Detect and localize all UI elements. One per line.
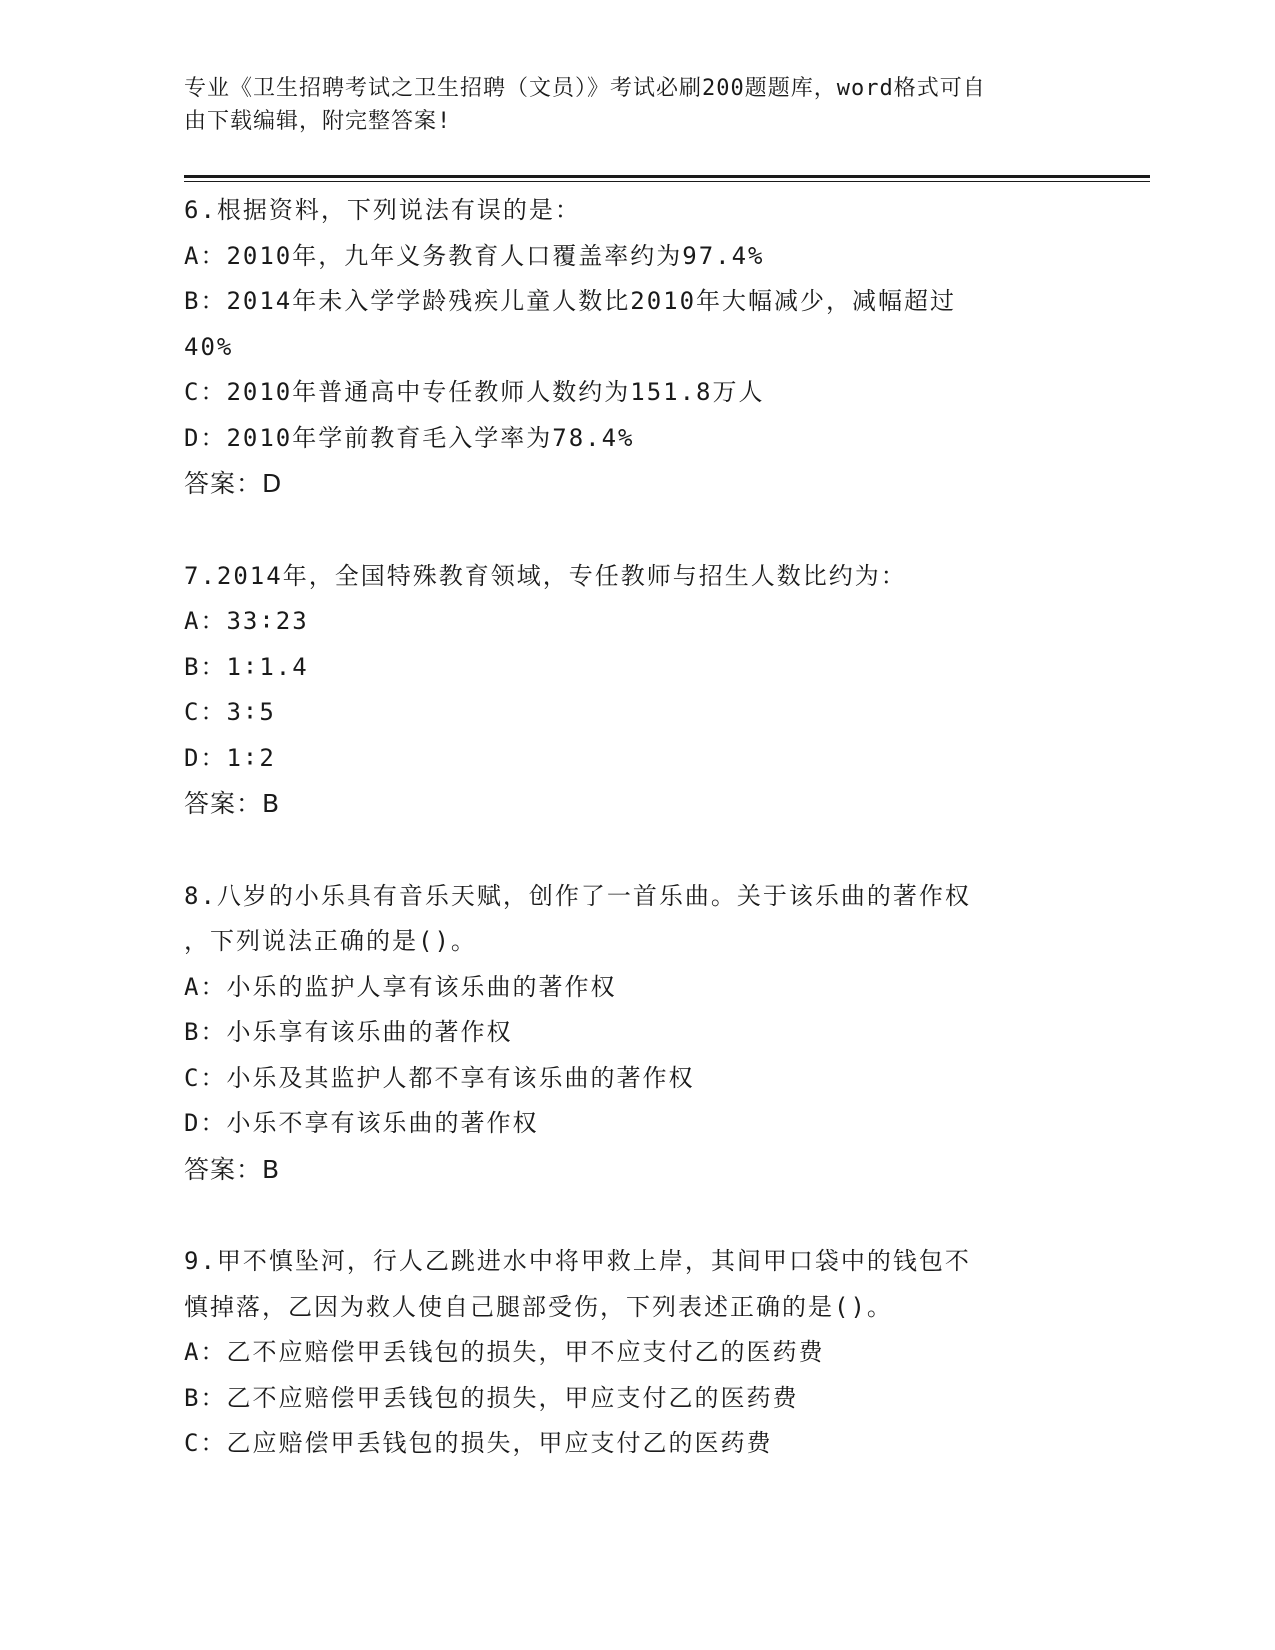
answer-label: 答案：B	[184, 1154, 281, 1184]
option-c: C：3∶5	[184, 698, 276, 726]
option-b: B：1∶1.4	[184, 652, 309, 681]
option-d: D：小乐不享有该乐曲的著作权	[184, 1109, 539, 1137]
question-stem-continued: ，下列说法正确的是()。	[184, 927, 477, 955]
option-a: A：小乐的监护人享有该乐曲的著作权	[184, 972, 617, 1001]
header-line-1: 专业《卫生招聘考试之卫生招聘（文员）》考试必刷200题题库，word格式可自	[184, 76, 986, 101]
option-c: C：小乐及其监护人都不享有该乐曲的著作权	[184, 1063, 695, 1092]
option-a: A：33∶23	[184, 607, 309, 635]
spacer	[184, 1192, 1064, 1239]
spacer	[184, 827, 1064, 874]
header-rule-thin	[184, 181, 1150, 182]
header-line-2: 由下载编辑，附完整答案!	[184, 109, 452, 134]
question-6	[184, 188, 1064, 507]
spacer	[184, 507, 1064, 554]
option-d: D：2010年学前教育毛入学率为78.4%	[184, 423, 635, 452]
answer-label: 答案：D	[184, 469, 283, 498]
option-c: C：2010年普通高中专任教师人数约为151.8万人	[184, 378, 765, 406]
header-rule-thick	[184, 175, 1150, 178]
question-8	[184, 874, 1064, 1193]
question-9	[184, 1239, 1064, 1467]
document-header	[184, 72, 1064, 138]
question-list	[184, 188, 1064, 1467]
question-stem: 9.甲不慎坠河，行人乙跳进水中将甲救上岸，其间甲口袋中的钱包不	[184, 1247, 971, 1275]
question-stem: 6.根据资料，下列说法有误的是：	[184, 196, 581, 224]
option-b: B：乙不应赔偿甲丢钱包的损失，甲应支付乙的医药费	[184, 1383, 799, 1412]
answer-label: 答案：B	[184, 789, 281, 818]
question-stem: 8.八岁的小乐具有音乐天赋，创作了一首乐曲。关于该乐曲的著作权	[184, 881, 971, 910]
question-stem-continued: 慎掉落，乙因为救人使自己腿部受伤，下列表述正确的是()。	[184, 1292, 893, 1321]
option-b: B：2014年未入学学龄残疾儿童人数比2010年大幅减少，减幅超过	[184, 287, 957, 315]
option-a: A：乙不应赔偿甲丢钱包的损失，甲不应支付乙的医药费	[184, 1338, 825, 1366]
option-a: A：2010年，九年义务教育人口覆盖率约为97.4%	[184, 241, 765, 270]
option-b: B：小乐享有该乐曲的著作权	[184, 1018, 513, 1046]
question-7	[184, 554, 1064, 827]
option-d: D：1∶2	[184, 743, 276, 772]
question-stem: 7.2014年，全国特殊教育领域，专任教师与招生人数比约为：	[184, 561, 907, 590]
option-c: C：乙应赔偿甲丢钱包的损失，甲应支付乙的医药费	[184, 1429, 773, 1457]
option-b-continued: 40%	[184, 332, 234, 361]
